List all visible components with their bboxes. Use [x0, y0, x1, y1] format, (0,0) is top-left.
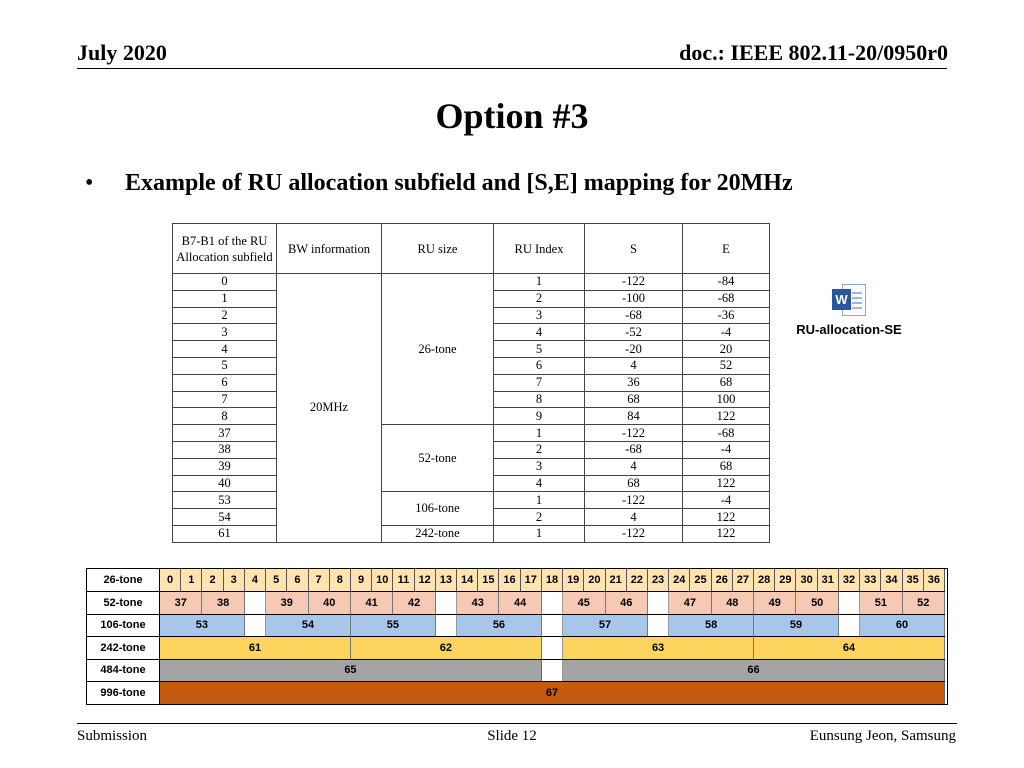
cell-ru-index: 3 [494, 458, 585, 475]
ru-cell [542, 592, 563, 615]
ru-cell [839, 592, 860, 615]
row-divider [87, 659, 945, 660]
cell-e: 122 [683, 525, 770, 542]
cell-ru-index: 9 [494, 408, 585, 425]
col-header-ru-size: RU size [382, 224, 494, 274]
cell-ru-size: 242-tone [382, 525, 494, 542]
header-divider [77, 68, 947, 69]
cell-e: 122 [683, 509, 770, 526]
cell-ru-index: 3 [494, 307, 585, 324]
cell-ru-index: 1 [494, 525, 585, 542]
cell-e: -68 [683, 290, 770, 307]
ru-cell: 30 [796, 569, 817, 592]
col-header-b7b1: B7-B1 of the RU Allocation subfield [173, 224, 277, 274]
cell-s: 84 [585, 408, 683, 425]
embedded-object-label: RU-allocation-SE [796, 322, 902, 337]
ru-cell [436, 614, 457, 637]
cell-ru-index: 7 [494, 374, 585, 391]
cell-ru-index: 1 [494, 492, 585, 509]
cell-b7b1: 54 [173, 509, 277, 526]
cell-b7b1: 3 [173, 324, 277, 341]
ru-cell: 64 [754, 637, 945, 660]
table-row [173, 274, 770, 291]
cell-s: 68 [585, 391, 683, 408]
cell-s: -68 [585, 307, 683, 324]
table-row [173, 492, 770, 509]
cell-e: -4 [683, 441, 770, 458]
cell-e: 68 [683, 458, 770, 475]
cell-s: 36 [585, 374, 683, 391]
cell-s: -122 [585, 492, 683, 509]
ru-cell: 32 [839, 569, 860, 592]
ru-cell: 55 [351, 614, 436, 637]
ru-cell: 56 [457, 614, 542, 637]
ru-cell: 4 [245, 569, 266, 592]
ru-cell: 51 [860, 592, 902, 615]
ru-cell: 60 [860, 614, 945, 637]
row-label: 106-tone [87, 614, 160, 637]
cell-e: -4 [683, 492, 770, 509]
ru-cell: 17 [521, 569, 542, 592]
ru-cell: 43 [457, 592, 499, 615]
ru-cell [839, 614, 860, 637]
ru-cell: 58 [669, 614, 754, 637]
slide-title: Option #3 [435, 96, 589, 136]
ru-cell: 10 [372, 569, 393, 592]
ru-cell: 27 [733, 569, 754, 592]
ru-cell: 12 [415, 569, 436, 592]
cell-s: 4 [585, 458, 683, 475]
cell-s: -52 [585, 324, 683, 341]
ru-cell: 53 [160, 614, 245, 637]
ru-cell: 25 [690, 569, 711, 592]
cell-b7b1: 61 [173, 525, 277, 542]
ru-cell: 18 [542, 569, 563, 592]
row-label: 484-tone [87, 659, 160, 682]
cell-e: 100 [683, 391, 770, 408]
ru-cell: 39 [266, 592, 308, 615]
ru-cell: 21 [606, 569, 627, 592]
cell-b7b1: 4 [173, 341, 277, 358]
cell-s: -122 [585, 274, 683, 291]
cell-ru-index: 4 [494, 324, 585, 341]
cell-b7b1: 53 [173, 492, 277, 509]
ru-cell: 65 [160, 659, 542, 682]
ru-cell: 67 [160, 682, 945, 705]
ru-cell: 1 [181, 569, 202, 592]
ru-cell [648, 592, 669, 615]
ru-cell: 24 [669, 569, 690, 592]
ru-cell: 14 [457, 569, 478, 592]
cell-ru-size: 26-tone [382, 274, 494, 425]
row-divider [87, 636, 945, 637]
cell-s: -122 [585, 525, 683, 542]
cell-b7b1: 6 [173, 374, 277, 391]
ru-cell: 62 [351, 637, 542, 660]
cell-e: 20 [683, 341, 770, 358]
cell-ru-index: 4 [494, 475, 585, 492]
ru-cell: 50 [796, 592, 838, 615]
bullet-dot: • [85, 170, 94, 196]
ru-cell: 44 [499, 592, 541, 615]
ru-cell: 40 [309, 592, 351, 615]
cell-s: -100 [585, 290, 683, 307]
ru-cell: 48 [712, 592, 754, 615]
ru-cell: 3 [224, 569, 245, 592]
cell-b7b1: 7 [173, 391, 277, 408]
cell-e: 68 [683, 374, 770, 391]
ru-cell: 63 [563, 637, 754, 660]
ru-cell: 29 [775, 569, 796, 592]
ru-cell: 52 [903, 592, 945, 615]
bullet-item [85, 170, 793, 197]
word-document-icon: W [832, 282, 866, 318]
ru-allocation-table [172, 223, 770, 543]
cell-s: -68 [585, 441, 683, 458]
cell-s: 4 [585, 509, 683, 526]
ru-cell: 35 [903, 569, 924, 592]
ru-cell: 46 [606, 592, 648, 615]
cell-e: 122 [683, 408, 770, 425]
ru-cell: 59 [754, 614, 839, 637]
ru-cell [245, 614, 266, 637]
cell-e: -68 [683, 425, 770, 442]
cell-s: -122 [585, 425, 683, 442]
ru-cell: 57 [563, 614, 648, 637]
cell-e: 122 [683, 475, 770, 492]
footer-slide-number: Slide 12 [487, 728, 537, 744]
row-divider [87, 591, 945, 592]
ru-cell: 38 [202, 592, 244, 615]
cell-ru-index: 1 [494, 274, 585, 291]
row-label: 52-tone [87, 592, 160, 615]
ru-cell: 26 [712, 569, 733, 592]
ru-cell: 47 [669, 592, 711, 615]
cell-e: -36 [683, 307, 770, 324]
col-header-bw: BW information [277, 224, 382, 274]
ru-cell: 19 [563, 569, 584, 592]
header-doc-id: doc.: IEEE 802.11-20/0950r0 [679, 40, 948, 65]
row-divider [87, 614, 945, 615]
row-label: 242-tone [87, 637, 160, 660]
cell-b7b1: 40 [173, 475, 277, 492]
ru-cell: 41 [351, 592, 393, 615]
ru-cell [542, 614, 563, 637]
cell-ru-index: 8 [494, 391, 585, 408]
ru-cell: 2 [202, 569, 223, 592]
ru-cell: 16 [499, 569, 520, 592]
ru-cell: 36 [924, 569, 945, 592]
ru-cell: 37 [160, 592, 202, 615]
table-row [173, 425, 770, 442]
col-header-ru-index: RU Index [494, 224, 585, 274]
ru-cell: 15 [478, 569, 499, 592]
ru-cell: 8 [330, 569, 351, 592]
cell-s: -20 [585, 341, 683, 358]
cell-b7b1: 8 [173, 408, 277, 425]
ru-cell: 6 [287, 569, 308, 592]
cell-s: 68 [585, 475, 683, 492]
cell-ru-index: 2 [494, 290, 585, 307]
ru-cell: 0 [160, 569, 181, 592]
ru-cell: 54 [266, 614, 351, 637]
footer-divider [77, 723, 957, 724]
cell-ru-index: 6 [494, 357, 585, 374]
cell-ru-index: 1 [494, 425, 585, 442]
col-header-s: S [585, 224, 683, 274]
header-date: July 2020 [77, 40, 167, 65]
ru-cell: 45 [563, 592, 605, 615]
ru-cell: 66 [563, 659, 945, 682]
table-header-row [173, 224, 770, 274]
table-body [173, 274, 770, 543]
ru-cell: 42 [393, 592, 435, 615]
ru-cell: 9 [351, 569, 372, 592]
cell-b7b1: 38 [173, 441, 277, 458]
table-row [173, 525, 770, 542]
row-divider [87, 681, 945, 682]
cell-b7b1: 2 [173, 307, 277, 324]
cell-b7b1: 0 [173, 274, 277, 291]
ru-cell [245, 592, 266, 615]
ru-cell: 49 [754, 592, 796, 615]
embedded-word-object[interactable] [790, 282, 908, 337]
ru-cell [542, 659, 563, 682]
ru-cell: 5 [266, 569, 287, 592]
cell-s: 4 [585, 357, 683, 374]
cell-e: 52 [683, 357, 770, 374]
ru-cell: 7 [309, 569, 330, 592]
ru-cell: 34 [881, 569, 902, 592]
ru-cell: 11 [393, 569, 414, 592]
ru-cell: 28 [754, 569, 775, 592]
ru-cell: 23 [648, 569, 669, 592]
cell-ru-index: 5 [494, 341, 585, 358]
ru-cell [436, 592, 457, 615]
cell-e: -84 [683, 274, 770, 291]
ru-cell: 22 [627, 569, 648, 592]
ru-cell: 61 [160, 637, 351, 660]
cell-b7b1: 5 [173, 357, 277, 374]
cell-ru-index: 2 [494, 509, 585, 526]
ru-cell: 20 [584, 569, 605, 592]
cell-b7b1: 39 [173, 458, 277, 475]
cell-e: -4 [683, 324, 770, 341]
cell-b7b1: 1 [173, 290, 277, 307]
ru-cell [648, 614, 669, 637]
cell-ru-size: 106-tone [382, 492, 494, 526]
ru-cell: 31 [818, 569, 839, 592]
cell-bw: 20MHz [277, 274, 382, 543]
cell-ru-size: 52-tone [382, 425, 494, 492]
ru-cell: 33 [860, 569, 881, 592]
ru-cell: 13 [436, 569, 457, 592]
bullet-text: Example of RU allocation subfield and [S,E] mapping for 20MHz [125, 170, 793, 196]
footer-submission: Submission [77, 728, 148, 744]
ru-cell [542, 637, 563, 660]
row-label: 26-tone [87, 569, 160, 592]
cell-ru-index: 2 [494, 441, 585, 458]
row-label: 996-tone [87, 682, 160, 705]
footer-author: Eunsung Jeon, Samsung [809, 728, 956, 744]
tone-grid-table [86, 568, 948, 705]
cell-b7b1: 37 [173, 425, 277, 442]
col-header-e: E [683, 224, 770, 274]
